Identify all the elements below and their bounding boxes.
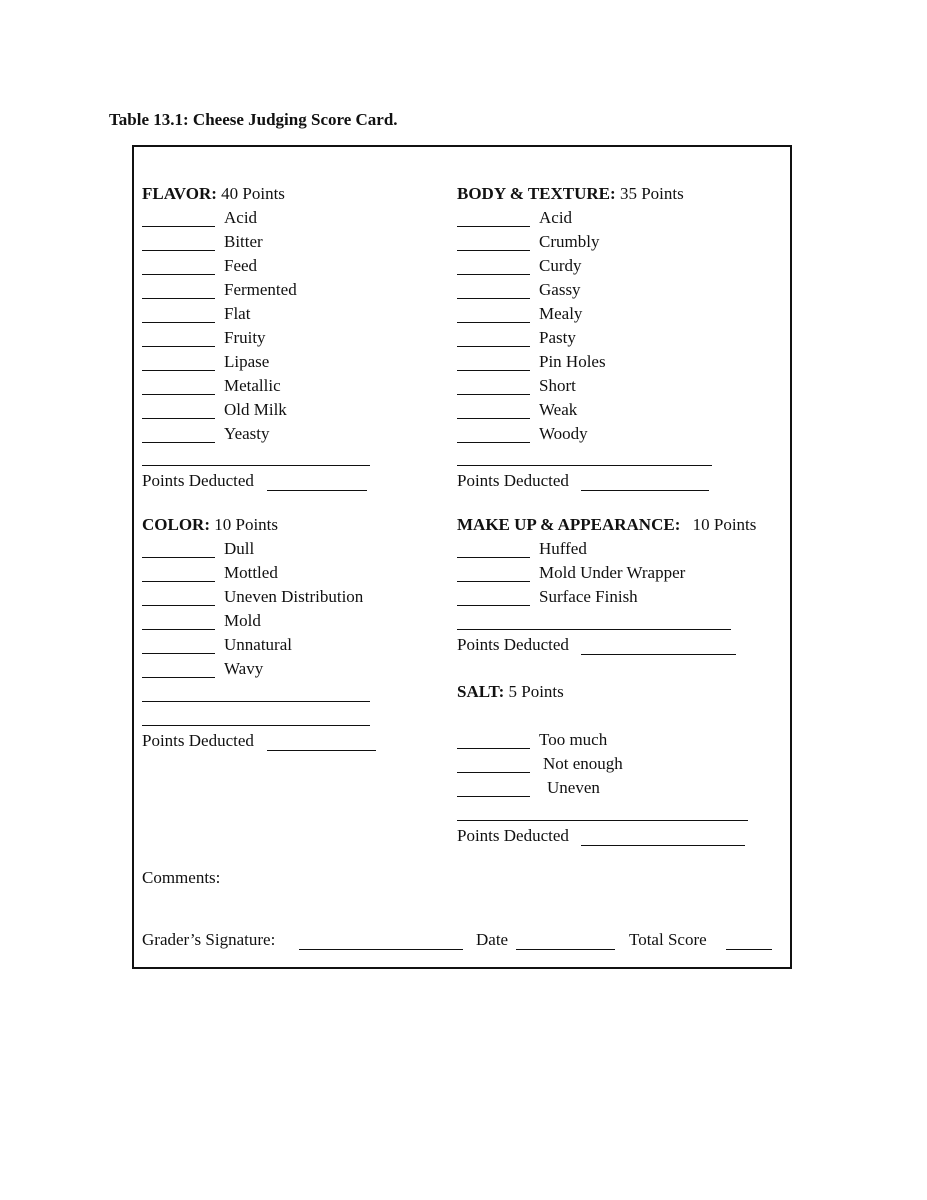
body_texture-item-label: Woody: [539, 424, 588, 443]
color-header: [142, 515, 278, 535]
makeup-deduction-blank[interactable]: [457, 605, 530, 606]
body-texture-points-deducted-field[interactable]: [581, 490, 709, 491]
date-field[interactable]: [516, 949, 615, 950]
flavor-item-label: Old Milk: [224, 400, 287, 419]
color-item-label: Mold: [224, 611, 261, 630]
body-texture-extra-line[interactable]: [457, 465, 712, 466]
flavor-item-label: Fermented: [224, 280, 297, 299]
body_texture-deduction-blank[interactable]: [457, 418, 530, 419]
color-item-label: Mottled: [224, 563, 278, 582]
color-points-deducted-field[interactable]: [267, 750, 376, 751]
comments-label: Comments:: [142, 868, 221, 887]
flavor-deduction-blank[interactable]: [142, 442, 215, 443]
flavor-item-label: Feed: [224, 256, 258, 275]
color-extra-line-1[interactable]: [142, 701, 370, 702]
makeup-item-label: Mold Under Wrapper: [539, 563, 686, 582]
grader-signature-label: Grader’s Signature:: [142, 930, 276, 949]
makeup-item-label: Huffed: [539, 539, 587, 558]
salt-points-deducted-field[interactable]: [581, 845, 745, 846]
flavor-points: 40 Points: [221, 184, 285, 203]
color-item-label: Unnatural: [224, 635, 292, 654]
flavor-deduction-blank[interactable]: [142, 226, 215, 227]
color-deduction-blank[interactable]: [142, 557, 215, 558]
total-score-label: Total Score: [629, 930, 707, 949]
table-caption: Table 13.1: Cheese Judging Score Card.: [109, 110, 398, 129]
body_texture-deduction-blank[interactable]: [457, 394, 530, 395]
body_texture-deduction-blank[interactable]: [457, 442, 530, 443]
makeup-extra-line[interactable]: [457, 629, 731, 630]
flavor-deduction-blank[interactable]: [142, 322, 215, 323]
color-points: 10 Points: [214, 515, 279, 534]
color-item-label: Wavy: [224, 659, 264, 678]
flavor-extra-line[interactable]: [142, 465, 370, 466]
makeup-deduction-blank[interactable]: [457, 581, 530, 582]
body_texture-item-label: Curdy: [539, 256, 582, 275]
body_texture-item-label: Crumbly: [539, 232, 600, 251]
body-texture-title: BODY & TEXTURE:: [457, 184, 616, 203]
flavor-deduction-blank[interactable]: [142, 250, 215, 251]
flavor-item-label: Bitter: [224, 232, 263, 251]
flavor-deduction-blank[interactable]: [142, 418, 215, 419]
body_texture-item-label: Short: [539, 376, 576, 395]
salt-header: [457, 682, 564, 702]
body-texture-points-deducted-label: Points Deducted: [457, 471, 569, 490]
makeup-title: MAKE UP & APPEARANCE:: [457, 515, 681, 534]
makeup-points-deducted-label: Points Deducted: [457, 635, 569, 654]
body_texture-item-label: Weak: [539, 400, 578, 419]
body_texture-item-label: Gassy: [539, 280, 581, 299]
makeup-header: [457, 515, 756, 535]
makeup-item-label: Surface Finish: [539, 587, 638, 606]
salt-item-label: Not enough: [543, 754, 623, 773]
flavor-deduction-blank[interactable]: [142, 370, 215, 371]
salt-extra-line[interactable]: [457, 820, 748, 821]
salt-item-label: Uneven: [547, 778, 600, 797]
grader-signature-field[interactable]: [299, 949, 463, 950]
color-deduction-blank[interactable]: [142, 629, 215, 630]
body_texture-item-label: Mealy: [539, 304, 583, 323]
makeup-points-deducted-field[interactable]: [581, 654, 736, 655]
color-extra-line-2[interactable]: [142, 725, 370, 726]
flavor-deduction-blank[interactable]: [142, 298, 215, 299]
makeup-deduction-blank[interactable]: [457, 557, 530, 558]
body_texture-item-label: Pasty: [539, 328, 576, 347]
color-deduction-blank[interactable]: [142, 581, 215, 582]
salt-title: SALT:: [457, 682, 505, 701]
color-item-label: Uneven Distribution: [224, 587, 364, 606]
color-deduction-blank[interactable]: [142, 653, 215, 654]
flavor-header: [142, 184, 285, 204]
salt-points-deducted-label: Points Deducted: [457, 826, 569, 845]
makeup-points: 10 Points: [692, 515, 757, 534]
flavor-item-label: Flat: [224, 304, 251, 323]
flavor-item-label: Lipase: [224, 352, 270, 371]
score-card: [132, 145, 792, 969]
body_texture-deduction-blank[interactable]: [457, 250, 530, 251]
flavor-deduction-blank[interactable]: [142, 346, 215, 347]
flavor-item-label: Fruity: [224, 328, 266, 347]
body_texture-deduction-blank[interactable]: [457, 322, 530, 323]
flavor-points-deducted-label: Points Deducted: [142, 471, 254, 490]
body_texture-item-label: Pin Holes: [539, 352, 606, 371]
body_texture-deduction-blank[interactable]: [457, 346, 530, 347]
body-texture-points: 35 Points: [619, 184, 684, 203]
date-label: Date: [476, 930, 509, 949]
color-deduction-blank[interactable]: [142, 677, 215, 678]
salt-deduction-blank[interactable]: [457, 772, 530, 773]
flavor-deduction-blank[interactable]: [142, 274, 215, 275]
salt-points: 5 Points: [508, 682, 564, 701]
color-title: COLOR:: [142, 515, 210, 534]
body_texture-deduction-blank[interactable]: [457, 226, 530, 227]
flavor-item-label: Metallic: [224, 376, 281, 395]
salt-deduction-blank[interactable]: [457, 748, 530, 749]
color-item-label: Dull: [224, 539, 255, 558]
body-texture-header: [457, 184, 684, 204]
body_texture-deduction-blank[interactable]: [457, 370, 530, 371]
salt-item-label: Too much: [539, 730, 608, 749]
flavor-item-label: Yeasty: [224, 424, 270, 443]
salt-deduction-blank[interactable]: [457, 796, 530, 797]
body_texture-deduction-blank[interactable]: [457, 298, 530, 299]
total-score-field[interactable]: [726, 949, 772, 950]
flavor-deduction-blank[interactable]: [142, 394, 215, 395]
body_texture-deduction-blank[interactable]: [457, 274, 530, 275]
flavor-points-deducted-field[interactable]: [267, 490, 367, 491]
flavor-item-label: Acid: [224, 208, 258, 227]
flavor-title: FLAVOR:: [142, 184, 217, 203]
body_texture-item-label: Acid: [539, 208, 573, 227]
color-points-deducted-label: Points Deducted: [142, 731, 254, 750]
color-deduction-blank[interactable]: [142, 605, 215, 606]
